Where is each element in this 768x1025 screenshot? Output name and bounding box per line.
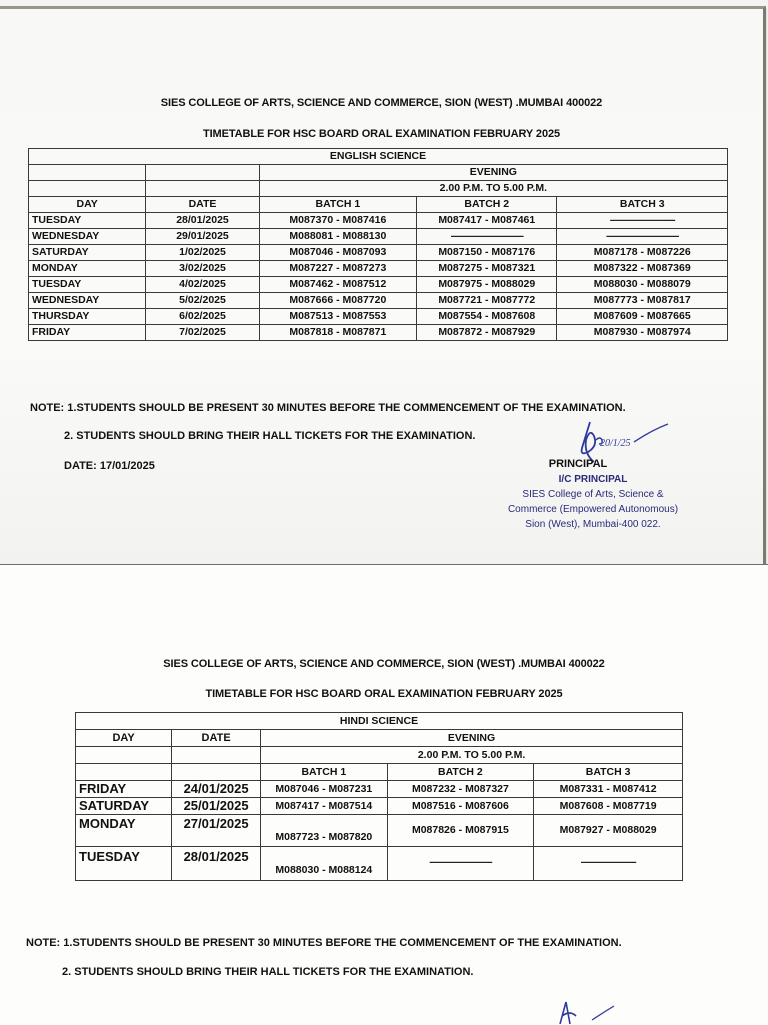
batch1-cell: M087666 - M087720 (259, 293, 416, 309)
batch3-cell: -------------------------- (557, 213, 728, 229)
college-heading: SIES COLLEGE OF ARTS, SCIENCE AND COMMERCE, SION (WEST) .MUMBAI 400022 (160, 97, 603, 109)
batch3-cell: M087331 - M087412 (534, 781, 683, 798)
day-cell: MONDAY (76, 815, 172, 847)
table-row (76, 847, 683, 881)
batch1-cell: M087818 - M087871 (259, 325, 416, 341)
batch2-cell: M087417 - M087461 (417, 213, 557, 229)
table-row (76, 781, 683, 798)
day-cell: SATURDAY (76, 798, 172, 815)
day-cell: THURSDAY (29, 309, 146, 325)
batch2-cell: ----------------------------- (417, 229, 557, 245)
batch3-cell: M087930 - M087974 (557, 325, 728, 341)
batch3-cell: M087609 - M087665 (557, 309, 728, 325)
hindi-science-timetable (75, 712, 683, 881)
blank-cell (29, 181, 146, 197)
day-cell: SATURDAY (29, 245, 146, 261)
batch2-cell: M087516 - M087606 (387, 798, 534, 815)
batch2-cell: M087232 - M087327 (387, 781, 534, 798)
table-row (76, 815, 683, 847)
col-header-batch2: BATCH 2 (417, 197, 557, 213)
subject-header: HINDI SCIENCE (76, 713, 683, 730)
date-cell: 1/02/2025 (146, 245, 259, 261)
principal-stamp (498, 457, 688, 532)
col-header-day: DAY (76, 730, 172, 747)
date-cell: 28/01/2025 (172, 847, 261, 881)
date-cell: 29/01/2025 (146, 229, 259, 245)
batch3-cell: ----------------------------- (557, 229, 728, 245)
note-1: NOTE: 1.STUDENTS SHOULD BE PRESENT 30 MINUTES BEFORE THE COMMENCEMENT OF THE EXAMINATION. (26, 937, 622, 949)
blank-cell (172, 764, 261, 781)
day-cell: TUESDAY (29, 213, 146, 229)
stamp-line-4: Sion (West), Mumbai-400 022. (525, 519, 661, 530)
date-cell: 5/02/2025 (146, 293, 259, 309)
batch1-cell: M087046 - M087231 (261, 781, 387, 798)
table-row (29, 245, 728, 261)
batch2-cell: M087826 - M087915 (387, 815, 534, 847)
batch1-cell: M087227 - M087273 (259, 261, 416, 277)
note-2: 2. STUDENTS SHOULD BRING THEIR HALL TICKETS FOR THE EXAMINATION. (62, 966, 474, 978)
time-header: 2.00 P.M. TO 5.00 P.M. (259, 181, 727, 197)
table-row (29, 213, 728, 229)
batch2-cell: ------------------------- (387, 847, 534, 881)
col-header-batch2: BATCH 2 (387, 764, 534, 781)
day-cell: MONDAY (29, 261, 146, 277)
batch2-cell: M087975 - M088029 (417, 277, 557, 293)
batch3-cell: M087927 - M088029 (534, 815, 683, 847)
stamp-line-2: SIES College of Arts, Science & (522, 489, 664, 500)
session-header: EVENING (261, 730, 683, 747)
day-cell: FRIDAY (29, 325, 146, 341)
college-heading: SIES COLLEGE OF ARTS, SCIENCE AND COMMERCE, SION (WEST) .MUMBAI 400022 (163, 658, 605, 670)
timetable-title: TIMETABLE FOR HSC BOARD ORAL EXAMINATION FEBRUARY 2025 (202, 128, 560, 140)
batch2-cell: M087275 - M087321 (417, 261, 557, 277)
batch3-cell: ---------------------- (534, 847, 683, 881)
batch1-cell: M087417 - M087514 (261, 798, 387, 815)
batch2-cell: M087872 - M087929 (417, 325, 557, 341)
session-header: EVENING (259, 165, 727, 181)
table-row (29, 293, 728, 309)
day-cell: TUESDAY (76, 847, 172, 881)
col-header-batch3: BATCH 3 (557, 197, 728, 213)
day-cell: TUESDAY (29, 277, 146, 293)
principal-signature-icon (556, 1000, 626, 1024)
table-row (29, 325, 728, 341)
column-header-row (29, 197, 728, 213)
day-cell: WEDNESDAY (29, 229, 146, 245)
batch2-cell: M087721 - M087772 (417, 293, 557, 309)
date-cell: 6/02/2025 (146, 309, 259, 325)
table-row (29, 309, 728, 325)
day-cell: FRIDAY (76, 781, 172, 798)
date-cell: 27/01/2025 (172, 815, 261, 847)
blank-cell (146, 165, 259, 181)
col-header-batch1: BATCH 1 (259, 197, 416, 213)
issue-date: DATE: 17/01/2025 (64, 460, 155, 472)
table-row (29, 277, 728, 293)
batch2-cell: M087150 - M087176 (417, 245, 557, 261)
time-header: 2.00 P.M. TO 5.00 P.M. (261, 747, 683, 764)
batch1-cell: M088081 - M088130 (259, 229, 416, 245)
blank-cell (76, 747, 172, 764)
note-1: NOTE: 1.STUDENTS SHOULD BE PRESENT 30 MINUTES BEFORE THE COMMENCEMENT OF THE EXAMINATION. (30, 402, 626, 414)
table-row (29, 229, 728, 245)
date-cell: 3/02/2025 (146, 261, 259, 277)
batch1-cell: M087462 - M087512 (259, 277, 416, 293)
batch1-cell: M088030 - M088124 (261, 847, 387, 881)
col-header-date: DATE (172, 730, 261, 747)
blank-cell (29, 165, 146, 181)
col-header-batch3: BATCH 3 (534, 764, 683, 781)
batch3-cell: M088030 - M088079 (557, 277, 728, 293)
date-cell: 4/02/2025 (146, 277, 259, 293)
batch3-cell: M087178 - M087226 (557, 245, 728, 261)
day-cell: WEDNESDAY (29, 293, 146, 309)
blank-cell (172, 747, 261, 764)
table-row (76, 798, 683, 815)
stamp-line-3: Commerce (Empowered Autonomous) (507, 504, 679, 515)
principal-title: PRINCIPAL (548, 458, 608, 470)
batch1-cell: M087046 - M087093 (259, 245, 416, 261)
batch3-cell: M087322 - M087369 (557, 261, 728, 277)
batch1-cell: M087513 - M087553 (259, 309, 416, 325)
batch3-cell: M087608 - M087719 (534, 798, 683, 815)
stamp-line-1: I/C PRINCIPAL (558, 474, 628, 485)
note-2: 2. STUDENTS SHOULD BRING THEIR HALL TICKETS FOR THE EXAMINATION. (64, 430, 476, 442)
date-cell: 25/01/2025 (172, 798, 261, 815)
date-cell: 7/02/2025 (146, 325, 259, 341)
col-header-day: DAY (29, 197, 146, 213)
blank-cell (146, 181, 259, 197)
signature-date: 20/1/25 (600, 438, 631, 449)
column-header-row (76, 764, 683, 781)
batch1-cell: M087370 - M087416 (259, 213, 416, 229)
timetable-title: TIMETABLE FOR HSC BOARD ORAL EXAMINATION FEBRUARY 2025 (205, 688, 563, 700)
subject-header: ENGLISH SCIENCE (29, 149, 728, 165)
english-science-timetable (28, 148, 728, 341)
table-row (29, 261, 728, 277)
date-cell: 28/01/2025 (146, 213, 259, 229)
col-header-date: DATE (146, 197, 259, 213)
batch1-cell: M087723 - M087820 (261, 815, 387, 847)
blank-cell (76, 764, 172, 781)
batch3-cell: M087773 - M087817 (557, 293, 728, 309)
date-cell: 24/01/2025 (172, 781, 261, 798)
col-header-batch1: BATCH 1 (261, 764, 387, 781)
batch2-cell: M087554 - M087608 (417, 309, 557, 325)
